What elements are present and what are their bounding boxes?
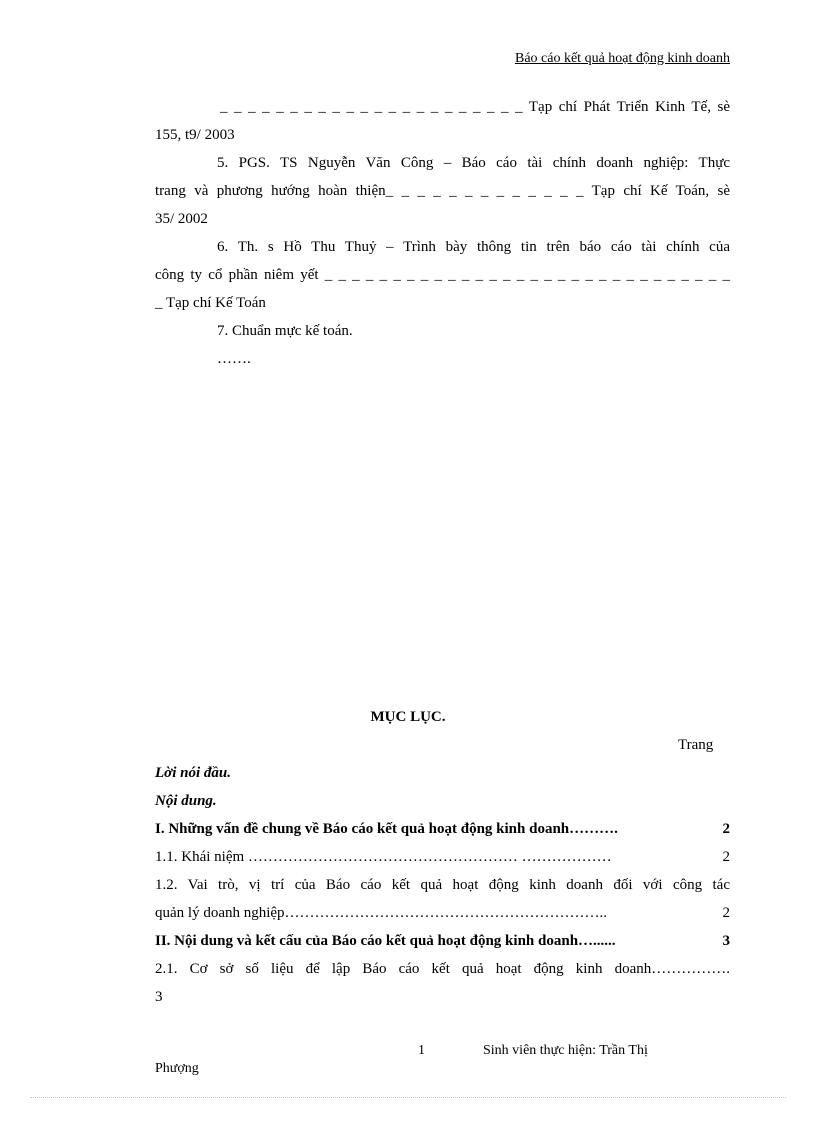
footer-author-continued: Phượng (155, 1061, 199, 1076)
toc-entry-page: 2 (722, 821, 730, 837)
toc-entry (155, 847, 730, 867)
reference-item-5: 5. PGS. TS Nguyễn Văn Công – Báo cáo tài chính doanh nghiệp: Thực (217, 155, 730, 171)
footer-page-number: 1 (418, 1043, 425, 1058)
toc-entry (155, 819, 730, 839)
toc-entry-text: II. Nội dung và kết cấu của Báo cáo kết quả hoạt động kinh doanh…...... (155, 933, 616, 949)
toc-entry-page: 2 (722, 849, 730, 865)
toc-entry-text: 2.1. Cơ sở số liệu để lập Báo cáo kết quả hoạt động kinh doanh……………. (155, 961, 730, 977)
reference-line: _ Tạp chí Kế Toán (155, 295, 266, 311)
toc-entry-page: 3 (722, 933, 730, 949)
running-header: Báo cáo kết quả hoạt động kinh doanh (514, 51, 730, 66)
toc-entry-text: quản lý doanh nghiệp……………………………………………………….. (155, 905, 608, 921)
toc-entry-page: 2 (722, 905, 730, 921)
reference-line: công ty cổ phần niêm yết _ _ _ _ _ _ _ _ _ _ _ _ _ _ _ _ _ _ _ _ _ _ _ _ _ _ _ _ _ _ (155, 267, 730, 283)
toc-preface: Lời nói đầu. (155, 765, 231, 781)
reference-line: 155, t9/ 2003 (155, 127, 235, 143)
toc-entry-text: 1.2. Vai trò, vị trí của Báo cáo kết quả hoạt động kinh doanh đối với công tác (155, 877, 730, 893)
reference-item-7: 7. Chuẩn mực kế toán. (217, 323, 353, 339)
toc-content: Nội dung. (155, 793, 217, 809)
reference-line: 35/ 2002 (155, 211, 208, 227)
ellipsis-text: ……. (217, 351, 251, 367)
toc-entry-text: I. Những vấn đề chung về Báo cáo kết quả hoạt động kinh doanh………. (155, 821, 618, 837)
toc-entry-page: 3 (155, 989, 163, 1005)
page-bottom-divider (30, 1097, 786, 1098)
toc-entry (155, 931, 730, 951)
reference-line: trang và phương hướng hoàn thiện_ _ _ _ _ _ _ _ _ _ _ _ _ Tạp chí Kế Toán, sè (155, 183, 730, 199)
reference-item-6: 6. Th. s Hồ Thu Thuỷ – Trình bày thông tin trên báo cáo tài chính của (217, 239, 730, 255)
toc-page-label: Trang (678, 737, 714, 753)
toc-title: MỤC LỤC. (370, 709, 446, 725)
reference-line: _ _ _ _ _ _ _ _ _ _ _ _ _ _ _ _ _ _ _ _ _ _ Tạp chí Phát Triển Kinh Tế, sè (220, 99, 730, 115)
footer-author: Sinh viên thực hiện: Trần Thị (483, 1043, 648, 1058)
toc-entry (155, 903, 730, 923)
toc-entry-text: 1.1. Khái niệm ……………………………………………… ……………… (155, 849, 612, 865)
